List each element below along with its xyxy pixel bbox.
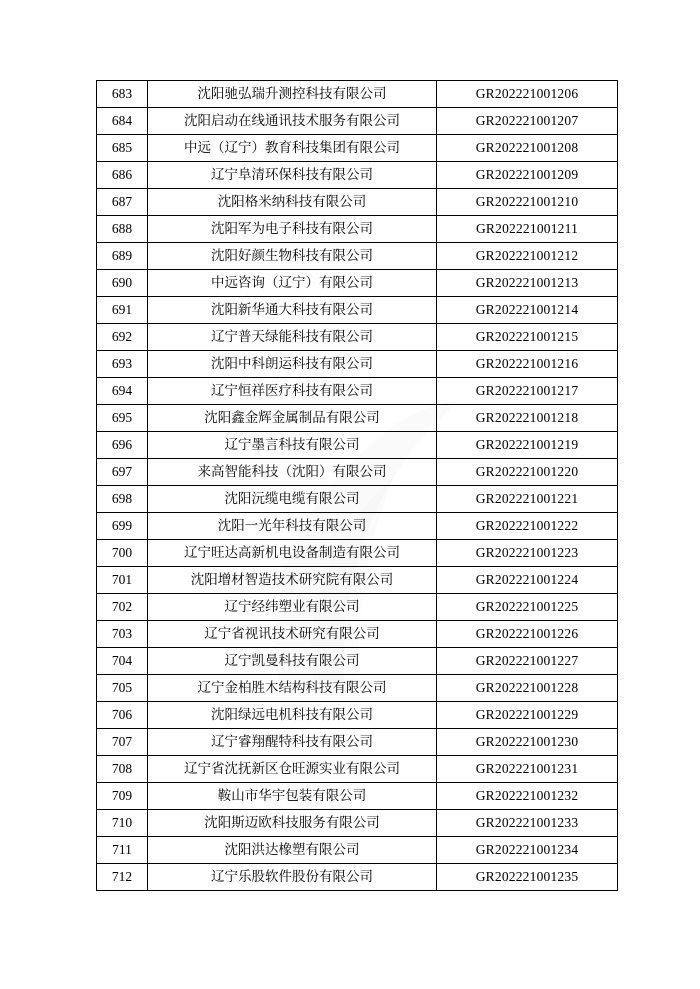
row-index: 690 <box>97 270 148 297</box>
certificate-code: GR202221001233 <box>437 810 618 837</box>
table-row <box>97 432 618 459</box>
certificate-code: GR202221001207 <box>437 108 618 135</box>
certificate-code: GR202221001209 <box>437 162 618 189</box>
row-index: 693 <box>97 351 148 378</box>
certificate-code: GR202221001223 <box>437 540 618 567</box>
table-row <box>97 216 618 243</box>
certificate-code: GR202221001221 <box>437 486 618 513</box>
company-name: 辽宁乐股软件股份有限公司 <box>148 864 437 891</box>
table-row <box>97 270 618 297</box>
row-index: 692 <box>97 324 148 351</box>
certificate-code: GR202221001227 <box>437 648 618 675</box>
table-row <box>97 621 618 648</box>
row-index: 707 <box>97 729 148 756</box>
table-row <box>97 135 618 162</box>
certificate-code: GR202221001220 <box>437 459 618 486</box>
company-name: 沈阳沅缆电缆有限公司 <box>148 486 437 513</box>
certificate-code: GR202221001219 <box>437 432 618 459</box>
certificate-code: GR202221001229 <box>437 702 618 729</box>
row-index: 694 <box>97 378 148 405</box>
company-name: 沈阳绿远电机科技有限公司 <box>148 702 437 729</box>
table-row <box>97 108 618 135</box>
row-index: 709 <box>97 783 148 810</box>
company-name: 沈阳驰弘瑞升测控科技有限公司 <box>148 81 437 108</box>
table-row <box>97 540 618 567</box>
company-name: 沈阳中科朗运科技有限公司 <box>148 351 437 378</box>
company-name: 辽宁睿翔醒特科技有限公司 <box>148 729 437 756</box>
certificate-code: GR202221001213 <box>437 270 618 297</box>
table-row <box>97 594 618 621</box>
certificate-code: GR202221001230 <box>437 729 618 756</box>
row-index: 687 <box>97 189 148 216</box>
row-index: 700 <box>97 540 148 567</box>
certificate-code: GR202221001226 <box>437 621 618 648</box>
row-index: 710 <box>97 810 148 837</box>
company-name: 辽宁恒祥医疗科技有限公司 <box>148 378 437 405</box>
certificate-code: GR202221001208 <box>437 135 618 162</box>
row-index: 708 <box>97 756 148 783</box>
row-index: 696 <box>97 432 148 459</box>
company-name: 沈阳好颜生物科技有限公司 <box>148 243 437 270</box>
row-index: 683 <box>97 81 148 108</box>
row-index: 689 <box>97 243 148 270</box>
row-index: 698 <box>97 486 148 513</box>
company-name: 沈阳格米纳科技有限公司 <box>148 189 437 216</box>
company-name: 辽宁省视讯技术研究有限公司 <box>148 621 437 648</box>
row-index: 691 <box>97 297 148 324</box>
company-name: 辽宁省沈抚新区仓旺源实业有限公司 <box>148 756 437 783</box>
company-name: 鞍山市华宇包装有限公司 <box>148 783 437 810</box>
table-row <box>97 864 618 891</box>
certificate-code: GR202221001222 <box>437 513 618 540</box>
table-body <box>97 81 618 891</box>
table-row <box>97 756 618 783</box>
certificate-table <box>96 80 618 891</box>
row-index: 685 <box>97 135 148 162</box>
certificate-code: GR202221001217 <box>437 378 618 405</box>
certificate-code: GR202221001210 <box>437 189 618 216</box>
company-name: 沈阳鑫金辉金属制品有限公司 <box>148 405 437 432</box>
company-name: 辽宁金柏胜木结构科技有限公司 <box>148 675 437 702</box>
company-name: 沈阳新华通大科技有限公司 <box>148 297 437 324</box>
row-index: 688 <box>97 216 148 243</box>
table-row <box>97 702 618 729</box>
table-row <box>97 513 618 540</box>
row-index: 703 <box>97 621 148 648</box>
certificate-code: GR202221001228 <box>437 675 618 702</box>
certificate-code: GR202221001216 <box>437 351 618 378</box>
company-name: 辽宁普天绿能科技有限公司 <box>148 324 437 351</box>
certificate-code: GR202221001235 <box>437 864 618 891</box>
row-index: 695 <box>97 405 148 432</box>
row-index: 702 <box>97 594 148 621</box>
table-row <box>97 189 618 216</box>
certificate-code: GR202221001206 <box>437 81 618 108</box>
table-row <box>97 243 618 270</box>
company-name: 中远（辽宁）教育科技集团有限公司 <box>148 135 437 162</box>
company-name: 沈阳一光年科技有限公司 <box>148 513 437 540</box>
company-name: 沈阳斯迈欧科技服务有限公司 <box>148 810 437 837</box>
table-row <box>97 324 618 351</box>
row-index: 686 <box>97 162 148 189</box>
company-name: 沈阳启动在线通讯技术服务有限公司 <box>148 108 437 135</box>
company-name: 辽宁经纬塑业有限公司 <box>148 594 437 621</box>
table-row <box>97 486 618 513</box>
table-row <box>97 81 618 108</box>
certificate-code: GR202221001225 <box>437 594 618 621</box>
certificate-code: GR202221001212 <box>437 243 618 270</box>
company-name: 辽宁旺达高新机电设备制造有限公司 <box>148 540 437 567</box>
row-index: 699 <box>97 513 148 540</box>
row-index: 712 <box>97 864 148 891</box>
certificate-code: GR202221001215 <box>437 324 618 351</box>
certificate-code: GR202221001232 <box>437 783 618 810</box>
table-row <box>97 729 618 756</box>
company-name: 辽宁墨言科技有限公司 <box>148 432 437 459</box>
table-row <box>97 810 618 837</box>
certificate-code: GR202221001224 <box>437 567 618 594</box>
row-index: 705 <box>97 675 148 702</box>
certificate-code: GR202221001234 <box>437 837 618 864</box>
table-row <box>97 405 618 432</box>
table-row <box>97 567 618 594</box>
table-row <box>97 459 618 486</box>
company-name: 来高智能科技（沈阳）有限公司 <box>148 459 437 486</box>
row-index: 684 <box>97 108 148 135</box>
certificate-code: GR202221001211 <box>437 216 618 243</box>
table-row <box>97 297 618 324</box>
row-index: 701 <box>97 567 148 594</box>
table-row <box>97 837 618 864</box>
company-name: 沈阳洪达橡塑有限公司 <box>148 837 437 864</box>
company-name: 中远咨询（辽宁）有限公司 <box>148 270 437 297</box>
table-row <box>97 378 618 405</box>
table-row <box>97 351 618 378</box>
row-index: 697 <box>97 459 148 486</box>
row-index: 704 <box>97 648 148 675</box>
company-name: 辽宁阜清环保科技有限公司 <box>148 162 437 189</box>
company-name: 沈阳增材智造技术研究院有限公司 <box>148 567 437 594</box>
table-row <box>97 675 618 702</box>
table-row <box>97 648 618 675</box>
certificate-code: GR202221001218 <box>437 405 618 432</box>
company-name: 辽宁凯曼科技有限公司 <box>148 648 437 675</box>
certificate-code: GR202221001231 <box>437 756 618 783</box>
row-index: 706 <box>97 702 148 729</box>
row-index: 711 <box>97 837 148 864</box>
company-name: 沈阳军为电子科技有限公司 <box>148 216 437 243</box>
certificate-code: GR202221001214 <box>437 297 618 324</box>
table-row <box>97 783 618 810</box>
table-row <box>97 162 618 189</box>
